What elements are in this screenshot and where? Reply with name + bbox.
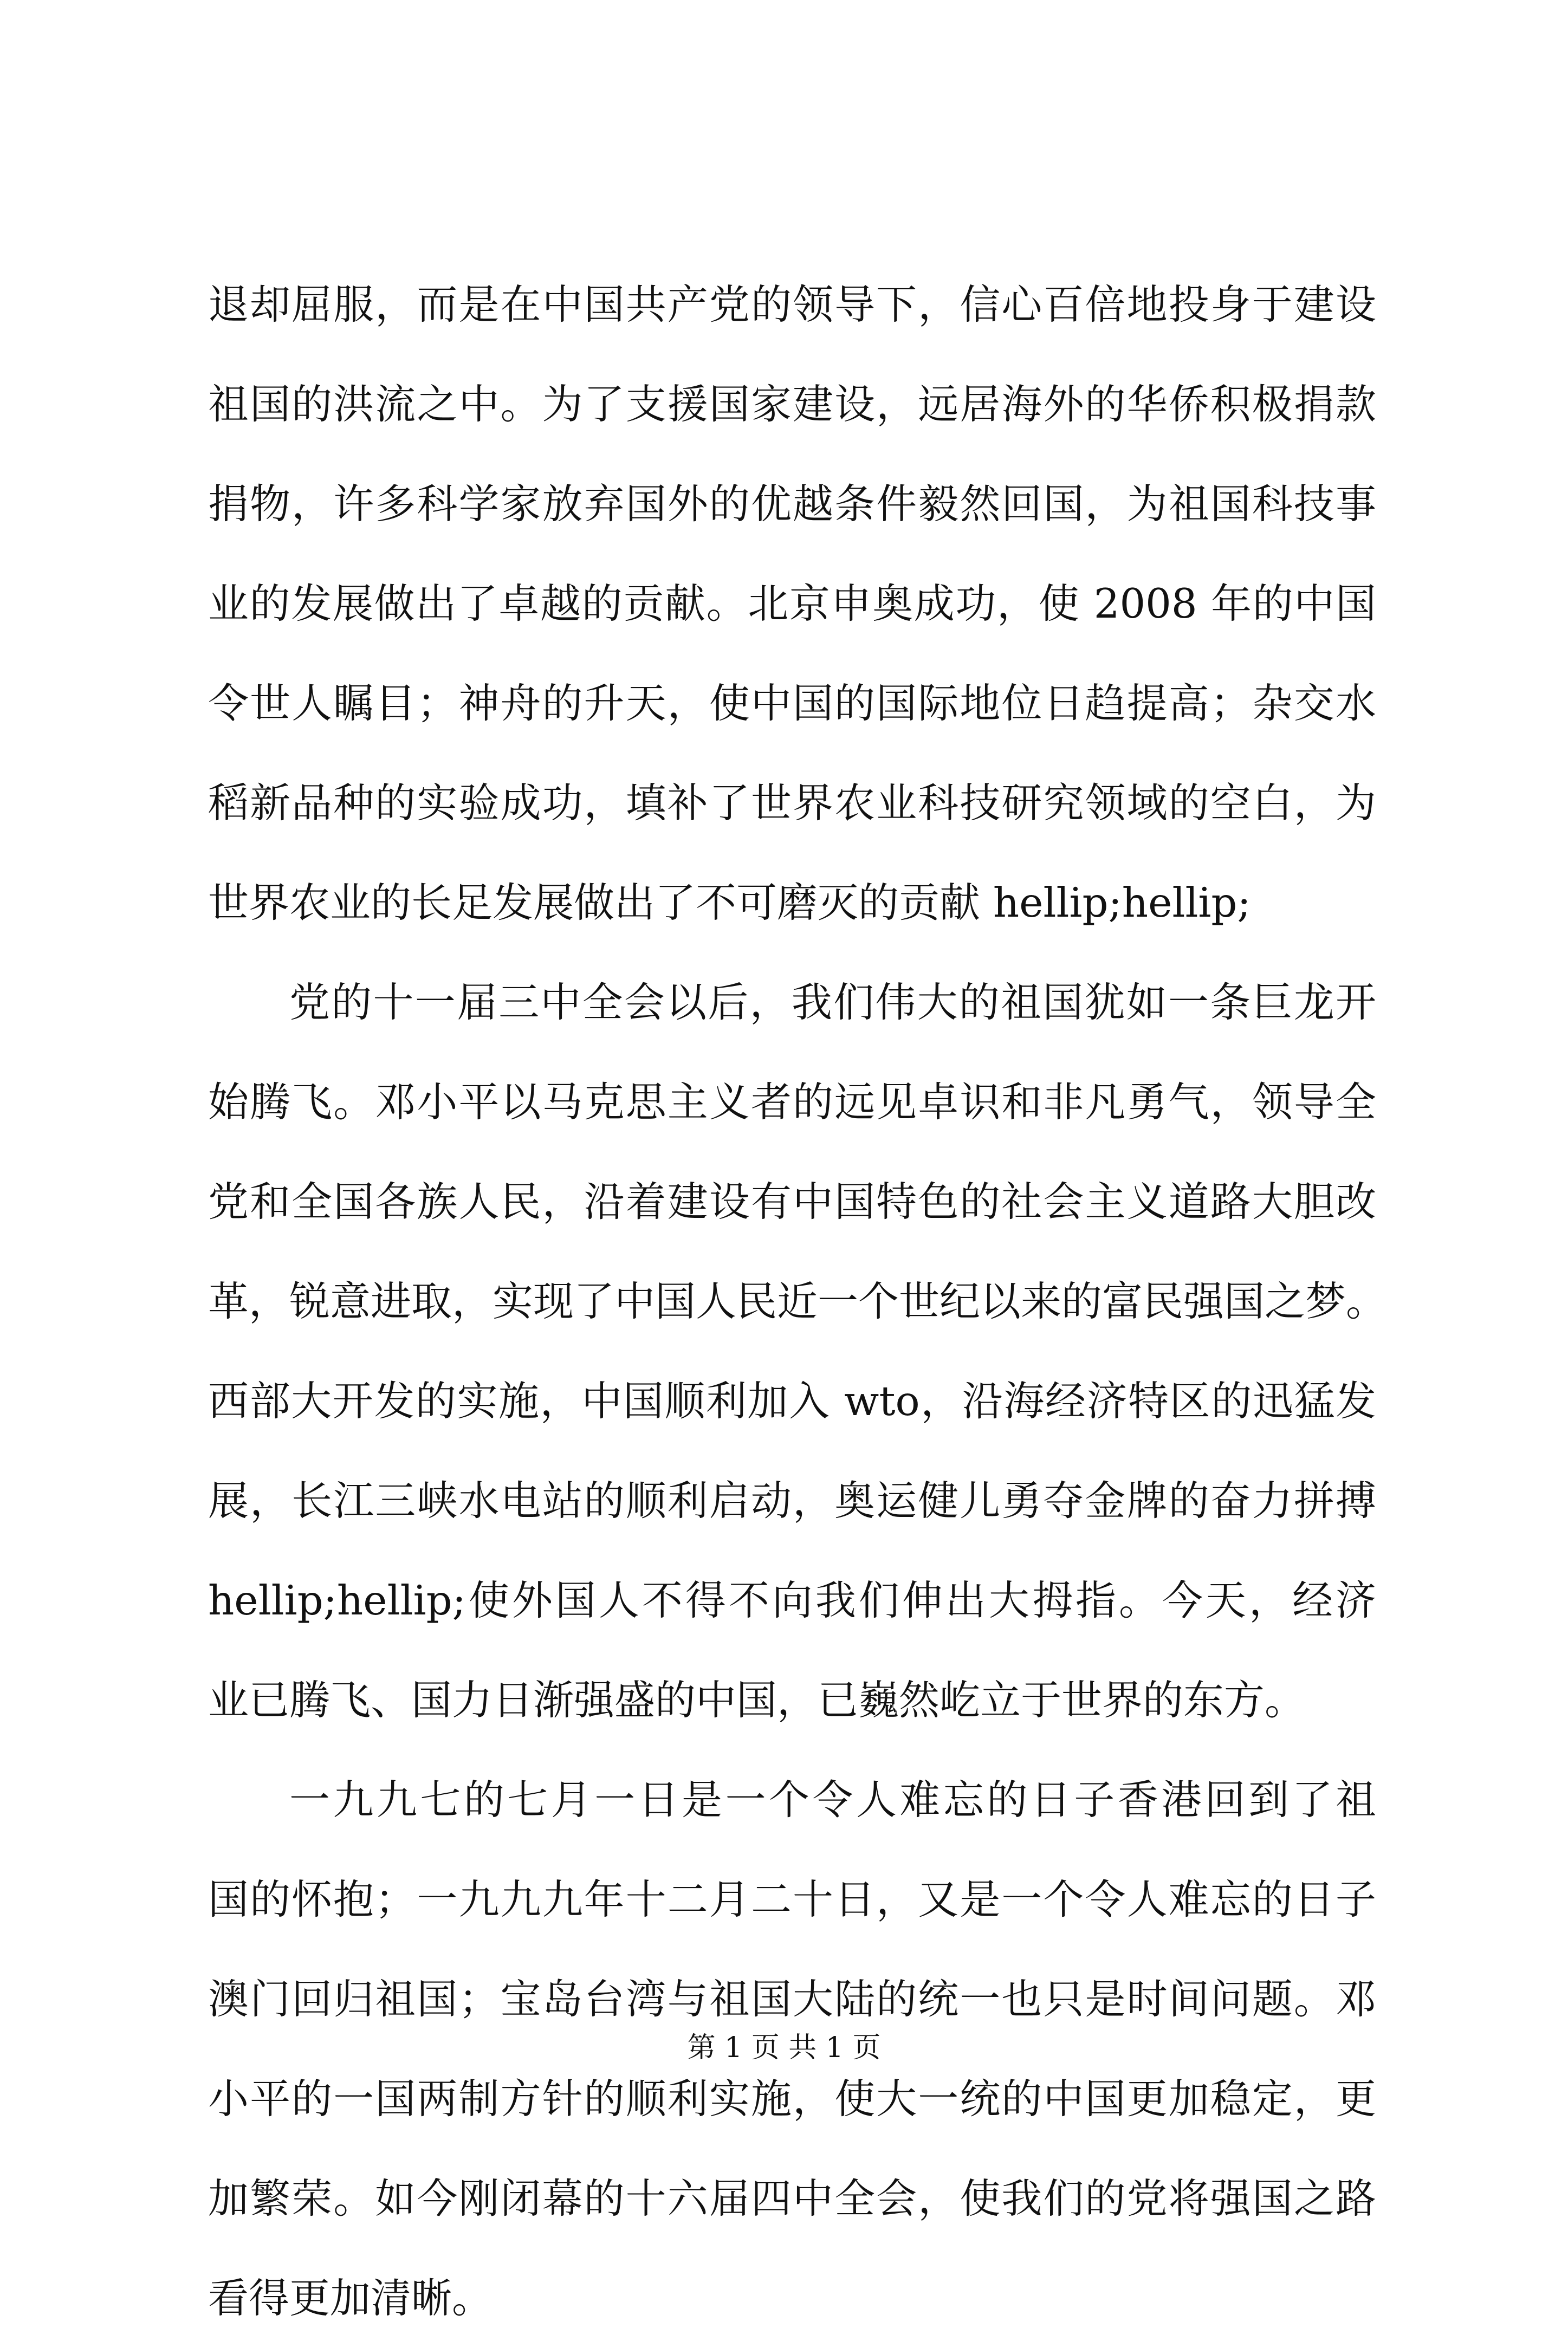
text-line: 加繁荣。如今刚闭幕的十六届四中全会，使我们的党将强国之路 [208, 2175, 1376, 2222]
text-line: 捐物，许多科学家放弃国外的优越条件毅然回国，为祖国科技事 [208, 480, 1376, 528]
text-line: 始腾飞。邓小平以马克思主义者的远见卓识和非凡勇气，领导全 [208, 1078, 1376, 1126]
text-line: 一九九七的七月一日是一个令人难忘的日子香港回到了祖 [289, 1776, 1376, 1824]
text-line: 澳门回归祖国；宝岛台湾与祖国大陆的统一也只是时间问题。邓 [208, 1975, 1376, 2023]
page-footer: 第 1 页 共 1 页 [687, 2032, 881, 2064]
text-line: 业的发展做出了卓越的贡献。北京申奥成功，使 2008 年的中国 [208, 580, 1376, 627]
text-line: 党的十一届三中全会以后，我们伟大的祖国犹如一条巨龙开 [289, 978, 1376, 1026]
text-line: 革，锐意进取，实现了中国人民近一个世纪以来的富民强国之梦。 [208, 1277, 1387, 1325]
text-line: 令世人瞩目；神舟的升天，使中国的国际地位日趋提高；杂交水 [208, 679, 1376, 727]
text-line: 党和全国各族人民，沿着建设有中国特色的社会主义道路大胆改 [208, 1178, 1376, 1225]
text-line: 小平的一国两制方针的顺利实施，使大一统的中国更加稳定，更 [208, 2075, 1376, 2123]
paragraph-1 [208, 255, 1376, 952]
text-line: 西部大开发的实施，中国顺利加入 wto，沿海经济特区的迅猛发 [208, 1377, 1376, 1425]
text-line: 国的怀抱；一九九九年十二月二十日，又是一个令人难忘的日子 [208, 1876, 1376, 1923]
text-line: 稻新品种的实验成功，填补了世界农业科技研究领域的空白，为 [208, 779, 1376, 827]
text-line: 业已腾飞、国力日渐强盛的中国，已巍然屹立于世界的东方。 [208, 1676, 1306, 1724]
text-line: 世界农业的长足发展做出了不可磨灭的贡献 hellip;hellip; [208, 879, 1251, 926]
text-line: 退却屈服，而是在中国共产党的领导下，信心百倍地投身于建设 [208, 281, 1376, 328]
text-line: hellip;hellip;使外国人不得不向我们伸出大拇指。今天，经济 [208, 1577, 1376, 1624]
text-line: 祖国的洪流之中。为了支援国家建设，远居海外的华侨积极捐款 [208, 380, 1376, 428]
text-line: 展，长江三峡水电站的顺利启动，奥运健儿勇夺金牌的奋力拼搏 [208, 1477, 1376, 1525]
paragraph-2 [208, 952, 1387, 1750]
text-line: 看得更加清晰。 [208, 2274, 493, 2322]
